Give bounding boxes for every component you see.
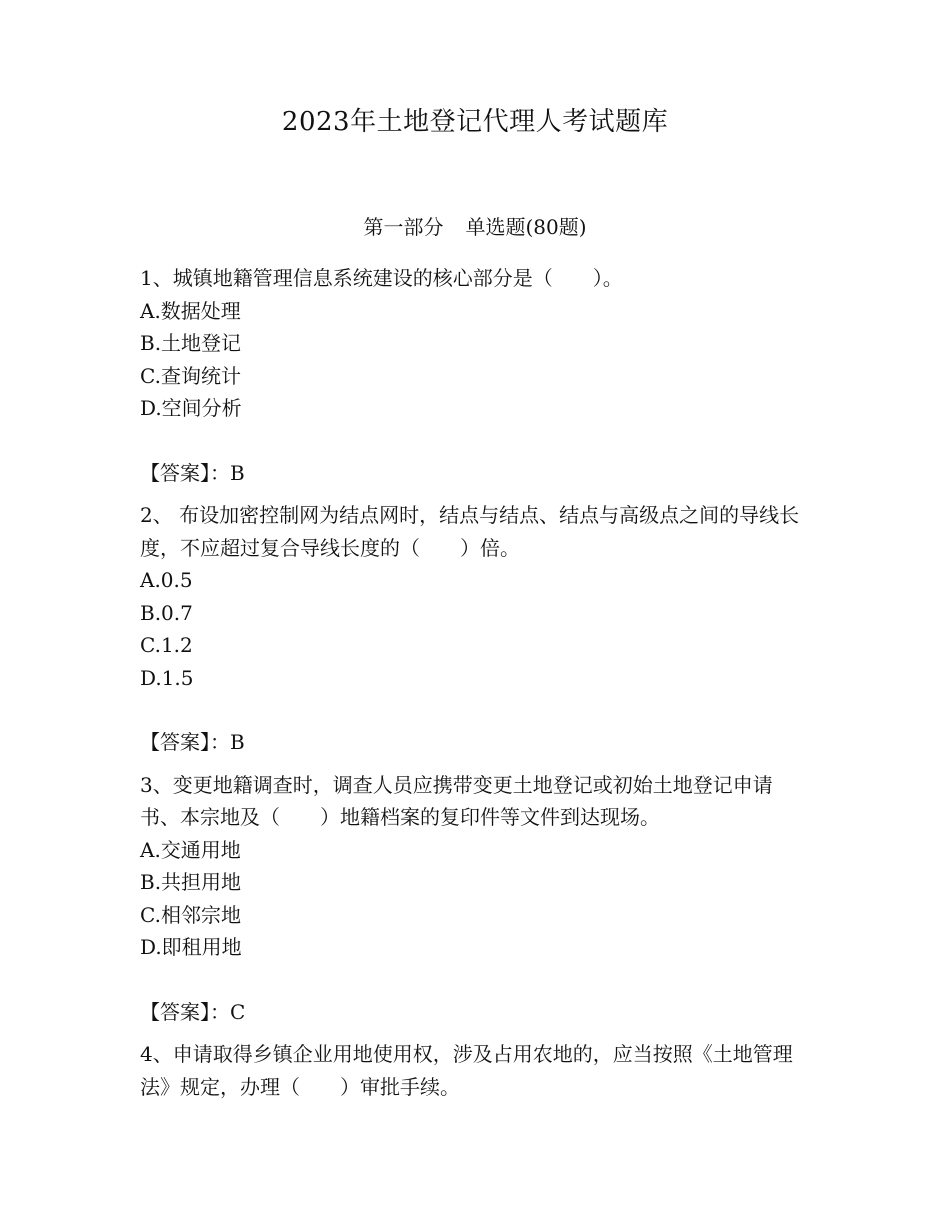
option-d: D.1.5 [140,665,194,690]
option-b: B.0.7 [140,600,193,625]
answer-line [140,726,812,759]
question-2 [140,499,812,759]
question-stem: 3、变更地籍调查时，调查人员应携带变更土地登记或初始土地登记申请书、本宗地及（ ）地籍档案的复印件等文件到达现场。 [140,772,773,829]
question-3 [140,769,812,1029]
answer-label: 【答案】： [140,730,230,754]
question-4 [140,1038,812,1103]
option-c: C.1.2 [140,633,193,657]
question-list [140,262,812,1113]
option-b: B.共担用地 [140,870,242,894]
option-c: C.查询统计 [140,363,241,388]
section-heading [0,212,950,242]
answer-value: B [230,460,245,485]
document-title: 2023年土地登记代理人考试题库 [281,107,669,137]
option-d: D.空间分析 [140,396,242,420]
option-b: B.土地登记 [140,331,242,355]
question-1 [140,262,812,489]
answer-line [140,457,812,490]
answer-label: 【答案】： [140,999,230,1024]
option-a: A.0.5 [140,568,193,592]
section-name: 单选题(80题) [465,215,587,239]
question-stem: 2、 布设加密控制网为结点网时，结点与结点、结点与高级点之间的导线长度，不应超过复合导线长度的（ ）倍。 [140,503,800,560]
section-part: 第一部分 [363,215,444,239]
answer-line [140,996,812,1029]
option-a: A.数据处理 [140,298,241,323]
question-stem: 4、申请取得乡镇企业用地使用权，涉及占用农地的，应当按照《土地管理法》规定，办理（ ）审批手续。 [140,1042,793,1099]
answer-value: B [230,730,245,754]
option-a: A.交通用地 [140,837,241,862]
option-d: D.即租用地 [140,935,242,959]
answer-value: C [230,999,246,1024]
answer-label: 【答案】： [140,460,230,485]
option-c: C.相邻宗地 [140,902,241,927]
question-stem: 1、城镇地籍管理信息系统建设的核心部分是（ ）。 [140,266,623,290]
